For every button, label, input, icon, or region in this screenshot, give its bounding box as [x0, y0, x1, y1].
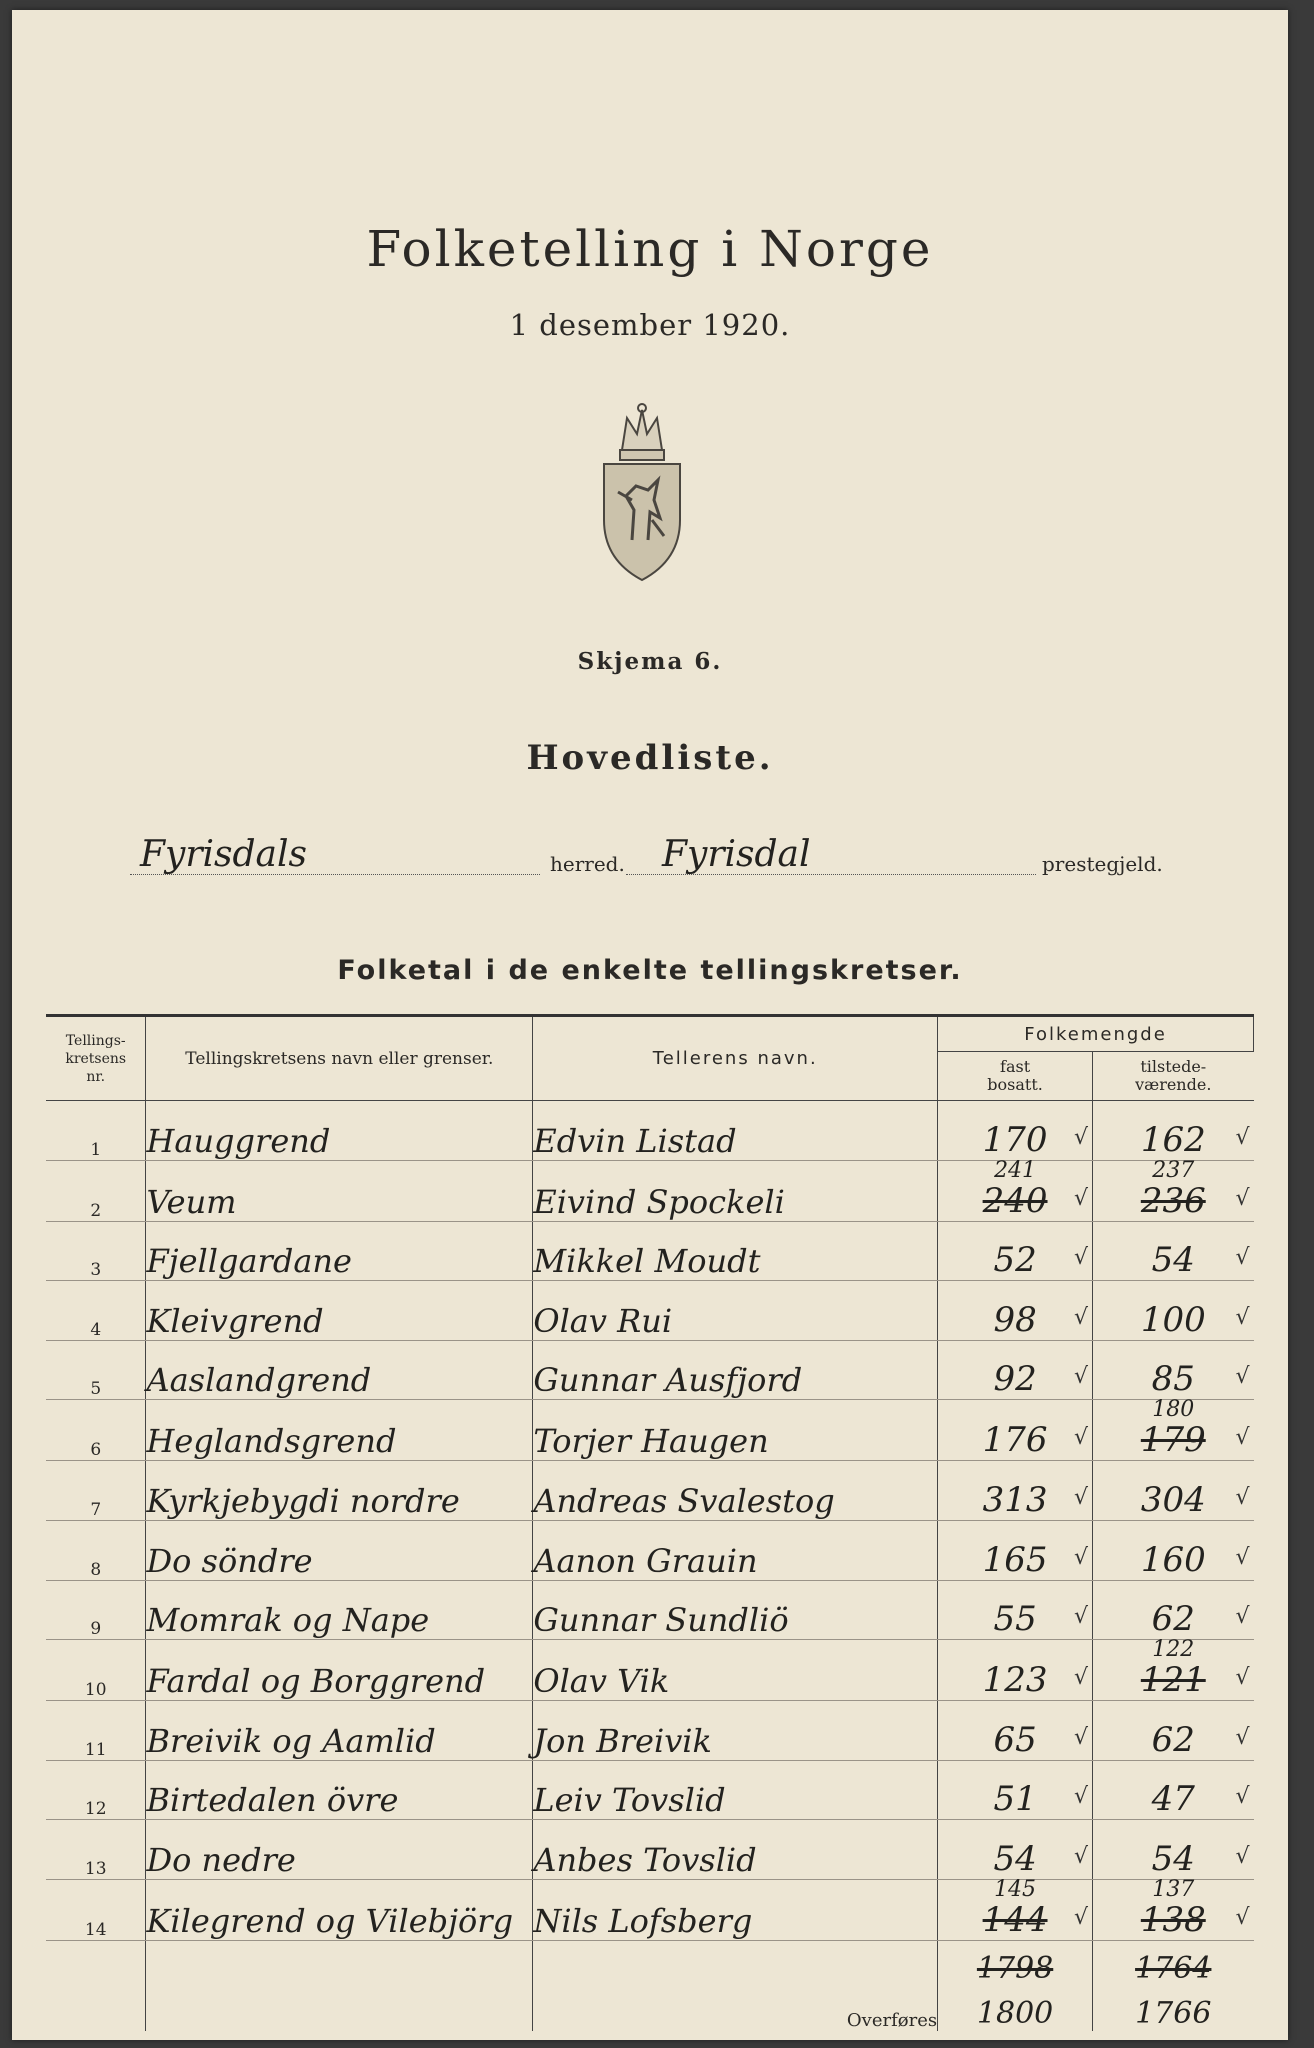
- teller-name: Leiv Tovslid: [533, 1760, 938, 1820]
- row-nr: 14: [46, 1879, 146, 1940]
- tilstede-value: [1093, 1157, 1254, 1221]
- checkmark-icon: √: [1074, 1124, 1089, 1150]
- value: 162: [1140, 1119, 1206, 1160]
- checkmark-icon: √: [1074, 1724, 1089, 1750]
- value: 160: [1140, 1539, 1206, 1580]
- value: 304: [1140, 1479, 1206, 1520]
- krets-name: Heglandsgrend: [146, 1400, 533, 1461]
- struck-value: 236: [1140, 1180, 1206, 1221]
- fast-bosatt-value: [938, 1340, 1093, 1400]
- fast-bosatt-value: [938, 1281, 1093, 1341]
- checkmark-icon: √: [1235, 1544, 1250, 1570]
- header-folkemengde: Folkemengde: [938, 1016, 1254, 1052]
- value: 170: [982, 1119, 1048, 1160]
- row-nr: 8: [46, 1520, 146, 1580]
- checkmark-icon: √: [1074, 1604, 1089, 1630]
- row-nr: 11: [46, 1701, 146, 1761]
- table-row: [46, 1400, 1254, 1461]
- table-row: [46, 1461, 1254, 1521]
- value: 98: [993, 1299, 1037, 1340]
- checkmark-icon: √: [1074, 1245, 1089, 1271]
- table-row: [46, 1160, 1254, 1221]
- corrected-value: 180: [1152, 1397, 1195, 1423]
- struck-value: 121: [1140, 1660, 1206, 1701]
- checkmark-icon: √: [1235, 1185, 1250, 1211]
- value: 54: [1151, 1240, 1195, 1281]
- fast-bosatt-value: [938, 1400, 1093, 1461]
- row-nr: 3: [46, 1221, 146, 1281]
- checkmark-icon: √: [1235, 1484, 1250, 1510]
- total-tilstede-struck: 1764: [1135, 1950, 1212, 1986]
- table-row: [46, 1640, 1254, 1701]
- row-nr: 9: [46, 1580, 146, 1640]
- teller-name: Olav Vik: [533, 1640, 938, 1701]
- total-label: Overføres: [533, 1940, 938, 2031]
- value: 176: [982, 1420, 1048, 1461]
- teller-name: Gunnar Sundliö: [533, 1580, 938, 1640]
- header-nr: Tellings- kretsens nr.: [46, 1016, 146, 1101]
- schema-label: Skjema 6.: [577, 648, 723, 675]
- checkmark-icon: √: [1235, 1843, 1250, 1869]
- header-tellerens-navn: Tellerens navn.: [533, 1016, 938, 1101]
- total-fast: [938, 1940, 1093, 2031]
- census-date: 1 desember 1920.: [509, 308, 791, 342]
- checkmark-icon: √: [1074, 1185, 1089, 1211]
- teller-name: Aanon Grauin: [533, 1520, 938, 1580]
- herred-value: Fyrisdals: [140, 834, 308, 875]
- fast-bosatt-value: [938, 1461, 1093, 1521]
- corrected-value: 241: [994, 1157, 1037, 1183]
- teller-name: Gunnar Ausfjord: [533, 1340, 938, 1400]
- teller-name: Eivind Spockeli: [533, 1160, 938, 1221]
- checkmark-icon: √: [1235, 1245, 1250, 1271]
- value: 165: [982, 1539, 1048, 1580]
- census-form-page: [12, 10, 1288, 2040]
- checkmark-icon: √: [1235, 1364, 1250, 1390]
- value: 54: [1151, 1838, 1195, 1879]
- tilstede-value: [1093, 1397, 1254, 1461]
- checkmark-icon: √: [1235, 1724, 1250, 1750]
- checkmark-icon: √: [1235, 1425, 1250, 1451]
- struck-value: 144: [982, 1899, 1048, 1940]
- krets-name: Do nedre: [146, 1820, 533, 1880]
- table-row: [46, 1879, 1254, 1940]
- tilstede-value: [1093, 1580, 1254, 1640]
- fast-bosatt-value: [938, 1221, 1093, 1281]
- checkmark-icon: √: [1074, 1425, 1089, 1451]
- checkmark-icon: √: [1235, 1665, 1250, 1691]
- coat-of-arms-icon: [592, 400, 692, 590]
- fast-bosatt-value: [938, 1640, 1093, 1701]
- table-row: [46, 1701, 1254, 1761]
- fast-bosatt-value: [938, 1760, 1093, 1820]
- value: 62: [1151, 1719, 1195, 1760]
- krets-name: Fardal og Borggrend: [146, 1640, 533, 1701]
- teller-name: Andreas Svalestog: [533, 1461, 938, 1521]
- value: 51: [993, 1779, 1037, 1820]
- row-nr: 10: [46, 1640, 146, 1701]
- fast-bosatt-value: [938, 1820, 1093, 1880]
- value: 100: [1140, 1299, 1206, 1340]
- header-fast-bosatt: fast bosatt.: [938, 1052, 1093, 1101]
- value: 62: [1151, 1599, 1195, 1640]
- total-tilstede: [1093, 1940, 1254, 2031]
- value: 65: [993, 1719, 1037, 1760]
- tilstede-value: [1093, 1461, 1254, 1521]
- teller-name: Olav Rui: [533, 1281, 938, 1341]
- corrected-value: 145: [994, 1876, 1037, 1902]
- corrected-value: 122: [1152, 1637, 1195, 1663]
- tilstede-value: [1093, 1221, 1254, 1281]
- value: 313: [982, 1479, 1048, 1520]
- table-row: [46, 1340, 1254, 1400]
- checkmark-icon: √: [1235, 1304, 1250, 1330]
- total-row: [46, 1940, 1254, 2031]
- table-row: [46, 1101, 1254, 1161]
- table-row: [46, 1520, 1254, 1580]
- row-nr: 12: [46, 1760, 146, 1820]
- krets-name: Kleivgrend: [146, 1281, 533, 1341]
- page-title: Folketelling i Norge: [366, 220, 934, 278]
- row-nr: 4: [46, 1281, 146, 1341]
- checkmark-icon: √: [1074, 1784, 1089, 1810]
- census-table: [46, 1014, 1254, 2031]
- teller-name: Jon Breivik: [533, 1701, 938, 1761]
- tilstede-value: [1093, 1820, 1254, 1880]
- krets-name: Veum: [146, 1160, 533, 1221]
- value: 92: [993, 1359, 1037, 1400]
- list-title: Hovedliste.: [526, 738, 774, 778]
- value: 47: [1151, 1779, 1195, 1820]
- census-table-body: [46, 1101, 1254, 1941]
- krets-name: Kilegrend og Vilebjörg: [146, 1879, 533, 1940]
- checkmark-icon: √: [1074, 1544, 1089, 1570]
- teller-name: Nils Lofsberg: [533, 1879, 938, 1940]
- tilstede-value: [1093, 1281, 1254, 1341]
- checkmark-icon: √: [1235, 1904, 1250, 1930]
- location-line: [12, 834, 1288, 890]
- krets-name: Fjellgardane: [146, 1221, 533, 1281]
- krets-name: Birtedalen övre: [146, 1760, 533, 1820]
- value: 85: [1151, 1359, 1195, 1400]
- header-kretsens-navn: Tellingskretsens navn eller grenser.: [146, 1016, 533, 1101]
- teller-name: Mikkel Moudt: [533, 1221, 938, 1281]
- checkmark-icon: √: [1074, 1665, 1089, 1691]
- tilstede-value: [1093, 1101, 1254, 1161]
- struck-value: 179: [1140, 1420, 1206, 1461]
- row-nr: 1: [46, 1101, 146, 1161]
- value: 55: [993, 1599, 1037, 1640]
- tilstede-value: [1093, 1637, 1254, 1701]
- row-nr: 2: [46, 1160, 146, 1221]
- prestegjeld-label: prestegjeld.: [1042, 852, 1163, 876]
- krets-name: Kyrkjebygdi nordre: [146, 1461, 533, 1521]
- fast-bosatt-value: [938, 1520, 1093, 1580]
- krets-name: Hauggrend: [146, 1101, 533, 1161]
- fast-bosatt-value: [938, 1701, 1093, 1761]
- corrected-value: 237: [1152, 1157, 1195, 1183]
- fast-bosatt-value: [938, 1101, 1093, 1161]
- krets-name: Momrak og Nape: [146, 1580, 533, 1640]
- value: 52: [993, 1240, 1037, 1281]
- table-row: [46, 1760, 1254, 1820]
- value: 123: [982, 1660, 1048, 1701]
- teller-name: Torjer Haugen: [533, 1400, 938, 1461]
- row-nr: 13: [46, 1820, 146, 1880]
- fast-bosatt-value: [938, 1876, 1093, 1940]
- table-row: [46, 1580, 1254, 1640]
- fast-bosatt-value: [938, 1580, 1093, 1640]
- row-nr: 7: [46, 1461, 146, 1521]
- krets-name: Do söndre: [146, 1520, 533, 1580]
- corrected-value: 137: [1152, 1876, 1195, 1902]
- fast-bosatt-value: [938, 1157, 1093, 1221]
- total-fast-struck: 1798: [976, 1950, 1054, 1986]
- tilstede-value: [1093, 1876, 1254, 1940]
- table-row: [46, 1281, 1254, 1341]
- row-nr: 5: [46, 1340, 146, 1400]
- struck-value: 138: [1140, 1899, 1206, 1940]
- value: 54: [993, 1838, 1037, 1879]
- row-nr: 6: [46, 1400, 146, 1461]
- herred-label: herred.: [550, 852, 625, 876]
- checkmark-icon: √: [1235, 1604, 1250, 1630]
- prestegjeld-value: Fyrisdal: [662, 834, 811, 875]
- krets-name: Breivik og Aamlid: [146, 1701, 533, 1761]
- tilstede-value: [1093, 1701, 1254, 1761]
- tilstede-value: [1093, 1520, 1254, 1580]
- struck-value: 240: [982, 1180, 1048, 1221]
- section-title: Folketal i de enkelte tellingskretser.: [337, 955, 963, 986]
- checkmark-icon: √: [1074, 1843, 1089, 1869]
- teller-name: Anbes Tovslid: [533, 1820, 938, 1880]
- header-tilstedevaerende: tilstede- værende.: [1093, 1052, 1254, 1101]
- table-row: [46, 1221, 1254, 1281]
- krets-name: Aaslandgrend: [146, 1340, 533, 1400]
- checkmark-icon: √: [1074, 1364, 1089, 1390]
- checkmark-icon: √: [1074, 1484, 1089, 1510]
- total-fast-corrected: 1800: [976, 1995, 1054, 2031]
- checkmark-icon: √: [1074, 1904, 1089, 1930]
- total-tilstede-corrected: 1766: [1135, 1995, 1212, 2031]
- tilstede-value: [1093, 1760, 1254, 1820]
- checkmark-icon: √: [1235, 1784, 1250, 1810]
- tilstede-value: [1093, 1340, 1254, 1400]
- checkmark-icon: √: [1235, 1124, 1250, 1150]
- checkmark-icon: √: [1074, 1304, 1089, 1330]
- table-row: [46, 1820, 1254, 1880]
- teller-name: Edvin Listad: [533, 1101, 938, 1161]
